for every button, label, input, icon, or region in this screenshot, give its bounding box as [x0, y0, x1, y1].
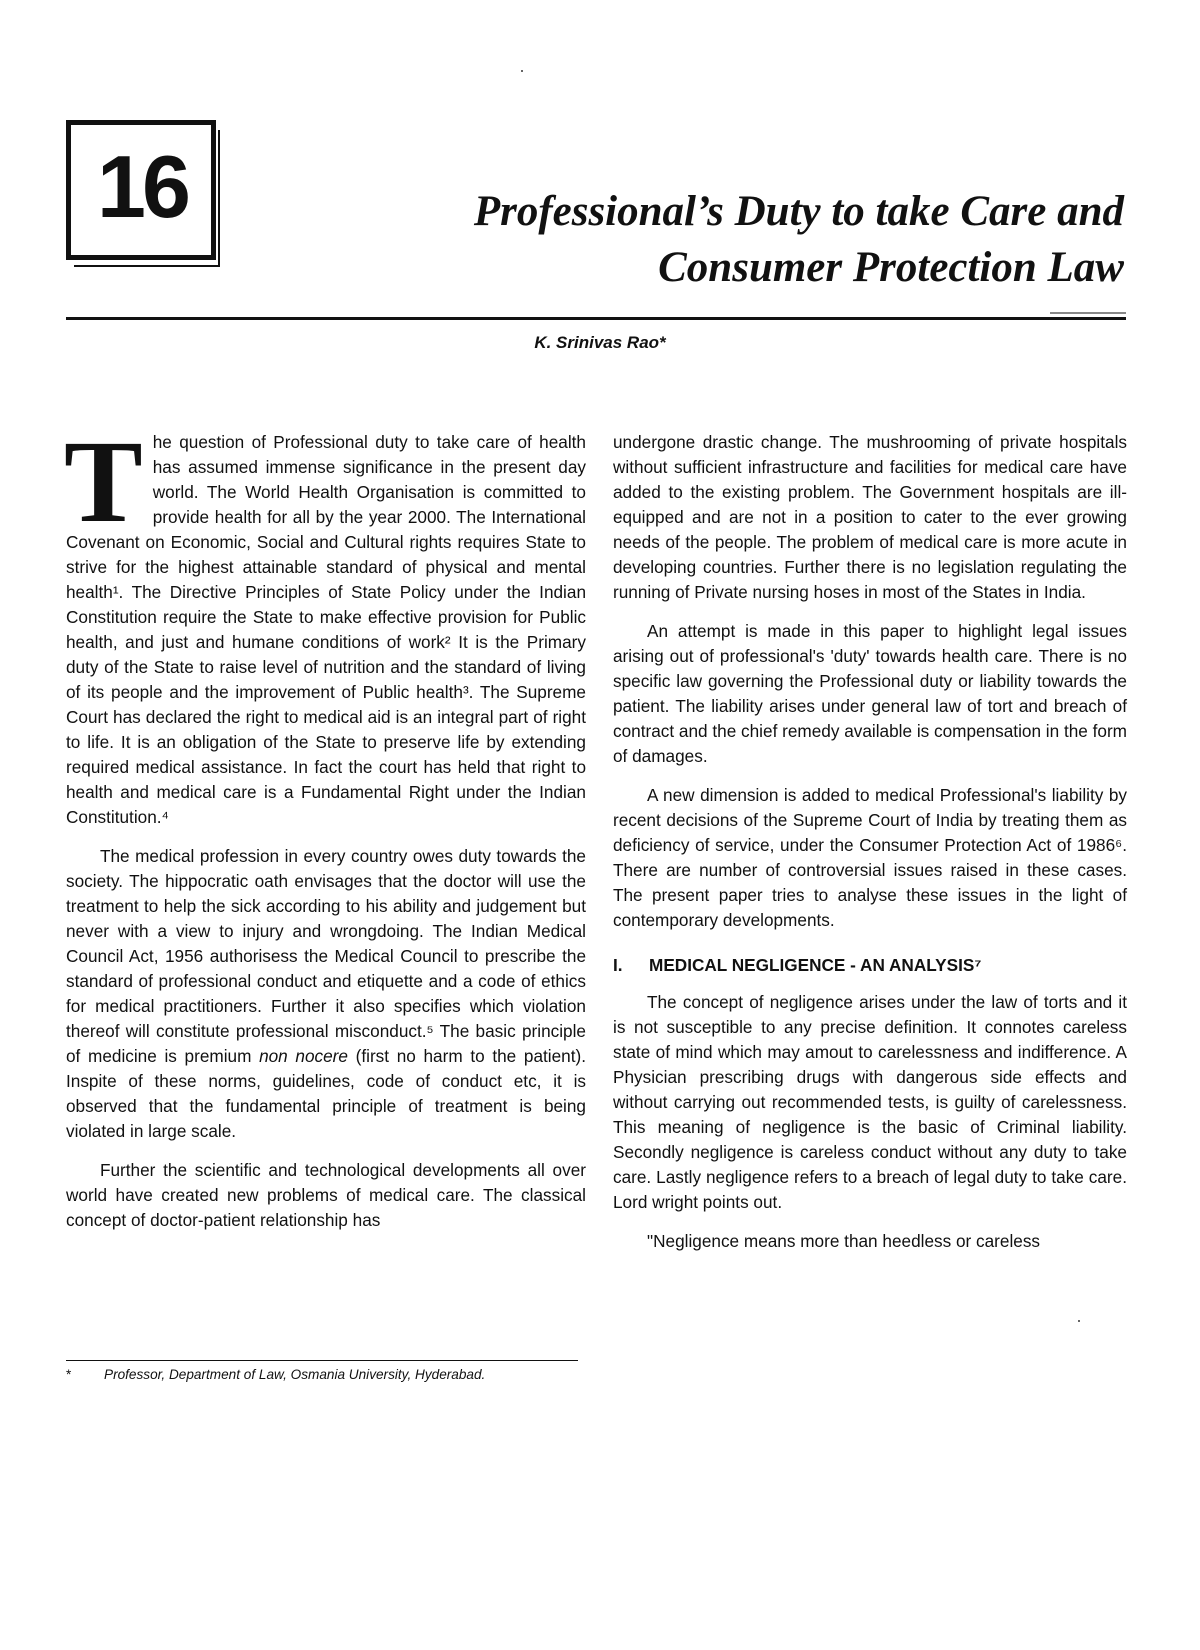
scan-speck: [1078, 1320, 1080, 1322]
paragraph: Further the scientific and technological developments all over world have created new problems of medical care. The classical concept of doctor-patient relationship has: [66, 1160, 586, 1230]
footnote-text: Professor, Department of Law, Osmania University, Hyderabad.: [104, 1367, 486, 1382]
right-column: [613, 430, 1127, 1268]
paragraph: A new dimension is added to medical Professional's liability by recent decisions of the Supreme Court of India by treating them as deficiency of service, under the Consumer Protection Act of 1986⁶. There are number of controversial issues raised in these cases. The present paper tries to analyse these issues in the light of contemporary developments.: [613, 785, 1127, 930]
footnote-mark: *: [66, 1367, 72, 1382]
footnote-rule: [66, 1360, 578, 1361]
paragraph-text: he question of Professional duty to take care of health has assumed immense significance in the present day world. The World Health Organisation is committed to provide health for all by the year 2000. The International Covenant on Economic, Social and Cultural rights requires State to strive for the highest attainable standard of physical and mental health¹. The Directive Principles of State Policy under the Indian Constitution require the State to make effective provision for Public health, and just and humane conditions of work² It is the Primary duty of the State to raise level of nutrition and the standard of living of its people and the improvement of Public health³. The Supreme Court has declared the right to medical aid is an integral part of right to life. It is an obligation of the State to preserve life by extending required medical assistance. In fact the court has held that right to health and medical care is a Fundamental Right under the Indian Constitution.⁴: [66, 432, 586, 827]
footnote: [66, 1367, 586, 1382]
paragraph: [66, 844, 586, 1144]
title-rule: [66, 317, 1126, 320]
chapter-number-box: [66, 120, 222, 276]
paragraph: undergone drastic change. The mushrooming of private hospitals without sufficient infrastructure and facilities for medical care have added to the existing problem. The Government hospitals are ill-equipped and are not in a position to cater to the ever growing needs of the people. The problem of medical care is more acute in developing countries. Further there is no legislation regulating the running of Private nursing hoses in most of the States in India.: [613, 432, 1127, 602]
paragraph-text: The medical profession in every country owes duty towards the society. The hippocratic oath envisages that the doctor will use the treatment to help the sick according to his ability and judgement but never with a view to injury and wrongdoing. The Indian Medical Council Act, 1956 authorisess the Medical Council to prescribe the standard of professional conduct and etiquette and a code of ethics for medical practitioners. Further it also specifies which violation thereof will constitute professional misconduct.⁵ The basic principle of medicine is premium: [66, 846, 586, 1066]
chapter-title-line-2: Consumer Protection Law: [658, 244, 1124, 291]
title-rule-shade: [1050, 312, 1126, 314]
chapter-title: [260, 184, 1124, 296]
drop-cap: T: [64, 416, 143, 547]
section-title: MEDICAL NEGLIGENCE - AN ANALYSIS⁷: [649, 955, 982, 975]
section-number: I.: [613, 955, 623, 975]
paragraph: An attempt is made in this paper to highlight legal issues arising out of professional's 'duty' towards health care. There is no specific law governing the Professional duty or liability towards the patient. The liability arises under general law of tort and breach of contract and the chief remedy available is compensation in the form of damages.: [613, 621, 1127, 766]
author-name: K. Srinivas Rao*: [534, 333, 666, 352]
paragraph-text: (first no harm to the patient). Inspite of these norms, guidelines, code of conduct etc, it is observed that the fundamental principle of treatment is being violated in large scale.: [66, 1046, 586, 1141]
scan-speck: [521, 70, 523, 72]
paragraph: The concept of negligence arises under the law of torts and it is not susceptible to any precise definition. It connotes careless state of mind which may amout to carelessness and indifference. A Physician prescribing drugs with dangerous side effects and without carrying out recommended tests, is guilty of carelessness. This meaning of negligence is the basic of Criminal liability. Secondly negligence is careless conduct without any duty to take care. Lastly negligence refers to a breach of legal duty to take care. Lord wright points out.: [613, 992, 1127, 1212]
chapter-number: 16: [97, 137, 187, 236]
left-column: [64, 416, 586, 1247]
chapter-title-line-1: Professional’s Duty to take Care and: [473, 188, 1124, 235]
latin-phrase: non nocere: [259, 1046, 348, 1066]
paragraph: [64, 416, 586, 830]
paragraph: "Negligence means more than heedless or careless: [647, 1231, 1041, 1251]
section-heading: [613, 953, 1127, 978]
